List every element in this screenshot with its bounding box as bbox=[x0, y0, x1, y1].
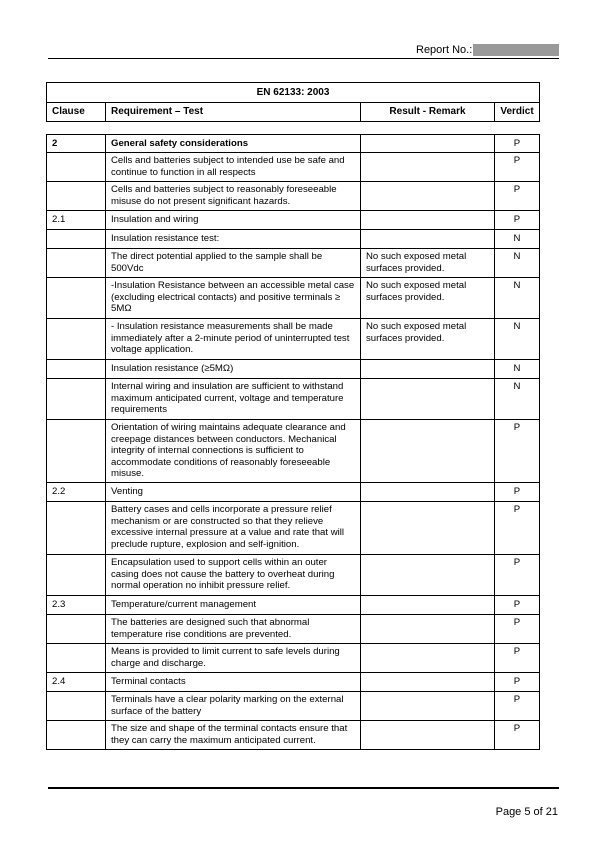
verdict-cell: P bbox=[495, 692, 540, 721]
clause-cell bbox=[47, 360, 106, 379]
result-cell bbox=[361, 420, 495, 483]
requirement-cell: General safety considerations bbox=[106, 135, 361, 153]
requirements-table bbox=[46, 134, 540, 750]
requirement-cell: The size and shape of the terminal contacts ensure that they can carry the maximum anticipated current. bbox=[106, 721, 361, 750]
table-row bbox=[47, 379, 540, 420]
report-number-redacted-box bbox=[473, 44, 559, 56]
column-header-requirement: Requirement – Test bbox=[106, 103, 361, 122]
verdict-cell: P bbox=[495, 420, 540, 483]
result-cell bbox=[361, 135, 495, 153]
verdict-cell: N bbox=[495, 379, 540, 420]
header-rule bbox=[48, 58, 559, 59]
verdict-cell: P bbox=[495, 182, 540, 211]
result-cell bbox=[361, 182, 495, 211]
requirement-cell: Terminal contacts bbox=[106, 673, 361, 692]
column-header-verdict: Verdict bbox=[495, 103, 540, 122]
requirement-cell: -Insulation Resistance between an accessible metal case (excluding electrical contacts) and positive terminals ≥ 5MΩ bbox=[106, 278, 361, 319]
verdict-cell: N bbox=[495, 249, 540, 278]
clause-cell bbox=[47, 319, 106, 360]
result-cell bbox=[361, 555, 495, 596]
result-cell bbox=[361, 153, 495, 182]
result-cell: No such exposed metal surfaces provided. bbox=[361, 278, 495, 319]
table-row bbox=[47, 278, 540, 319]
requirement-cell: Insulation resistance test: bbox=[106, 230, 361, 249]
verdict-cell: P bbox=[495, 483, 540, 502]
clause-cell bbox=[47, 721, 106, 750]
verdict-cell: N bbox=[495, 319, 540, 360]
table-row bbox=[47, 644, 540, 673]
requirement-cell: Cells and batteries subject to reasonably foreseeable misuse do not present significant hazards. bbox=[106, 182, 361, 211]
verdict-cell: P bbox=[495, 135, 540, 153]
result-cell bbox=[361, 483, 495, 502]
clause-cell bbox=[47, 502, 106, 555]
result-cell bbox=[361, 692, 495, 721]
page-number: Page 5 of 21 bbox=[495, 806, 558, 818]
standard-title: EN 62133: 2003 bbox=[47, 83, 540, 103]
column-header-result: Result - Remark bbox=[361, 103, 495, 122]
verdict-cell: N bbox=[495, 278, 540, 319]
clause-cell bbox=[47, 230, 106, 249]
clause-cell bbox=[47, 420, 106, 483]
clause-cell bbox=[47, 278, 106, 319]
table-row bbox=[47, 153, 540, 182]
table-row bbox=[47, 502, 540, 555]
verdict-cell: P bbox=[495, 615, 540, 644]
requirement-cell: - Insulation resistance measurements shall be made immediately after a 2-minute period of uninterrupted test voltage application. bbox=[106, 319, 361, 360]
verdict-cell: P bbox=[495, 673, 540, 692]
verdict-cell: P bbox=[495, 644, 540, 673]
result-cell bbox=[361, 615, 495, 644]
result-cell bbox=[361, 644, 495, 673]
result-cell bbox=[361, 211, 495, 230]
verdict-cell: P bbox=[495, 502, 540, 555]
clause-cell bbox=[47, 379, 106, 420]
verdict-cell: P bbox=[495, 211, 540, 230]
table-row bbox=[47, 211, 540, 230]
clause-cell: 2.2 bbox=[47, 483, 106, 502]
requirement-cell: Temperature/current management bbox=[106, 596, 361, 615]
clause-cell: 2.1 bbox=[47, 211, 106, 230]
requirement-cell: Means is provided to limit current to safe levels during charge and discharge. bbox=[106, 644, 361, 673]
requirement-cell: Encapsulation used to support cells within an outer casing does not cause the battery to overheat during normal operation no inhibit pressure relief. bbox=[106, 555, 361, 596]
table-row bbox=[47, 420, 540, 483]
table-row bbox=[47, 615, 540, 644]
verdict-cell: P bbox=[495, 153, 540, 182]
table-row bbox=[47, 483, 540, 502]
verdict-cell: P bbox=[495, 721, 540, 750]
clause-cell bbox=[47, 644, 106, 673]
requirement-cell: Insulation resistance (≥5MΩ) bbox=[106, 360, 361, 379]
clause-cell bbox=[47, 153, 106, 182]
table-row bbox=[47, 249, 540, 278]
clause-cell: 2.3 bbox=[47, 596, 106, 615]
result-cell bbox=[361, 596, 495, 615]
clause-cell bbox=[47, 692, 106, 721]
footer-rule bbox=[48, 787, 559, 789]
table-row bbox=[47, 230, 540, 249]
result-cell: No such exposed metal surfaces provided. bbox=[361, 249, 495, 278]
result-cell bbox=[361, 360, 495, 379]
table-row bbox=[47, 673, 540, 692]
clause-cell bbox=[47, 182, 106, 211]
clause-cell: 2 bbox=[47, 135, 106, 153]
verdict-cell: P bbox=[495, 596, 540, 615]
clause-cell: 2.4 bbox=[47, 673, 106, 692]
requirement-cell: Battery cases and cells incorporate a pressure relief mechanism or are constructed so that they relieve excessive internal pressure at a value and rate that will preclude rupture, explosion and self-ignition. bbox=[106, 502, 361, 555]
header-table bbox=[46, 82, 540, 122]
requirement-cell: The direct potential applied to the sample shall be 500Vdc bbox=[106, 249, 361, 278]
requirement-cell: Insulation and wiring bbox=[106, 211, 361, 230]
table-row bbox=[47, 721, 540, 750]
requirement-cell: Cells and batteries subject to intended use be safe and continue to function in all respects bbox=[106, 153, 361, 182]
requirement-cell: Venting bbox=[106, 483, 361, 502]
verdict-cell: N bbox=[495, 230, 540, 249]
clause-cell bbox=[47, 615, 106, 644]
clause-cell bbox=[47, 555, 106, 596]
requirements-table-body bbox=[47, 135, 540, 750]
result-cell bbox=[361, 230, 495, 249]
requirement-cell: The batteries are designed such that abnormal temperature rise conditions are prevented. bbox=[106, 615, 361, 644]
clause-cell bbox=[47, 249, 106, 278]
table-row bbox=[47, 692, 540, 721]
column-header-clause: Clause bbox=[47, 103, 106, 122]
table-row bbox=[47, 555, 540, 596]
result-cell: No such exposed metal surfaces provided. bbox=[361, 319, 495, 360]
table-row bbox=[47, 596, 540, 615]
result-cell bbox=[361, 673, 495, 692]
requirement-cell: Terminals have a clear polarity marking on the external surface of the battery bbox=[106, 692, 361, 721]
result-cell bbox=[361, 502, 495, 555]
table-row bbox=[47, 182, 540, 211]
requirement-cell: Internal wiring and insulation are sufficient to withstand maximum anticipated current, voltage and temperature requirements bbox=[106, 379, 361, 420]
result-cell bbox=[361, 379, 495, 420]
table-row bbox=[47, 360, 540, 379]
report-number-label: Report No.: bbox=[416, 44, 473, 56]
table-row bbox=[47, 135, 540, 153]
requirement-cell: Orientation of wiring maintains adequate clearance and creepage distances between conductors. Mechanical integrity of internal connections is sufficient to accommodate conditions of reasonably foreseeable misuse. bbox=[106, 420, 361, 483]
verdict-cell: N bbox=[495, 360, 540, 379]
verdict-cell: P bbox=[495, 555, 540, 596]
table-row bbox=[47, 319, 540, 360]
result-cell bbox=[361, 721, 495, 750]
